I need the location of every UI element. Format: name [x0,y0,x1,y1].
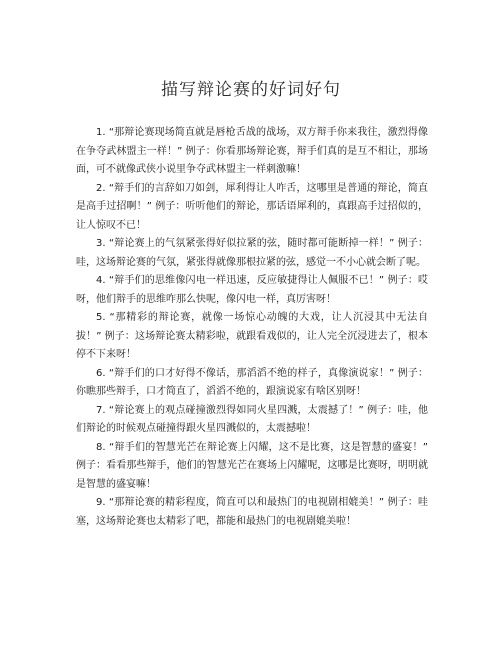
list-item: 1. “那辩论赛现场简直就是唇枪舌战的战场，双方辩手你来我往，激烈得像在争夺武林盟主一样！” 例子：你看那场辩论赛，辩手们真的是互不相让，那场面，可不就像武侠小说里争夺武林盟主一样刺激嘛！ [76,127,428,175]
list-item: 4. “辩手们的思维像闪电一样迅速，反应敏捷得让人佩服不已！” 例子：哎呀，他们辩手的思维咋那么快呢，像闪电一样，真厉害呀！ [76,275,428,305]
list-item: 5. “那精彩的辩论赛，就像一场惊心动魄的大戏，让人沉浸其中无法自拔！” 例子：这场辩论赛太精彩啦，就跟看戏似的，让人完全沉浸进去了，根本停不下来呀！ [76,312,428,360]
list-item: 6. “辩手们的口才好得不像话，那滔滔不绝的样子，真像演说家！” 例子：你瞧那些辩手，口才简直了，滔滔不绝的，跟演说家有啥区别呀！ [76,367,428,397]
list-item: 7. “辩论赛上的观点碰撞激烈得如同火星四溅，太震撼了！” 例子：哇，他们辩论的时候观点碰撞得跟火星四溅似的，太震撼啦！ [76,404,428,434]
list-item: 3. “辩论赛上的气氛紧张得好似拉紧的弦，随时都可能断掉一样！” 例子：哇，这场辩论赛的气氛，紧张得就像那根拉紧的弦，感觉一不小心就会断了呢。 [76,238,428,268]
item-list [76,124,428,531]
list-item: 2. “辩手们的言辞如刀如剑，犀利得让人咋舌，这哪里是普通的辩论，简直是高手过招啊！” 例子：听听他们的辩论，那话语犀利的，真跟高手过招似的，让人惊叹不已！ [76,182,428,231]
list-item: 8. “辩手们的智慧光芒在辩论赛上闪耀，这不是比赛，这是智慧的盛宴！” 例子：看看那些辩手，他们的智慧光芒在赛场上闪耀呢，这哪是比赛呀，明明就是智慧的盛宴嘛！ [76,441,428,490]
page-title: 描写辩论赛的好词好句 [161,80,341,101]
list-item: 9. “那辩论赛的精彩程度，简直可以和最热门的电视剧相媲美！” 例子：哇塞，这场辩论赛也太精彩了吧，都能和最热门的电视剧媲美啦！ [76,497,428,527]
